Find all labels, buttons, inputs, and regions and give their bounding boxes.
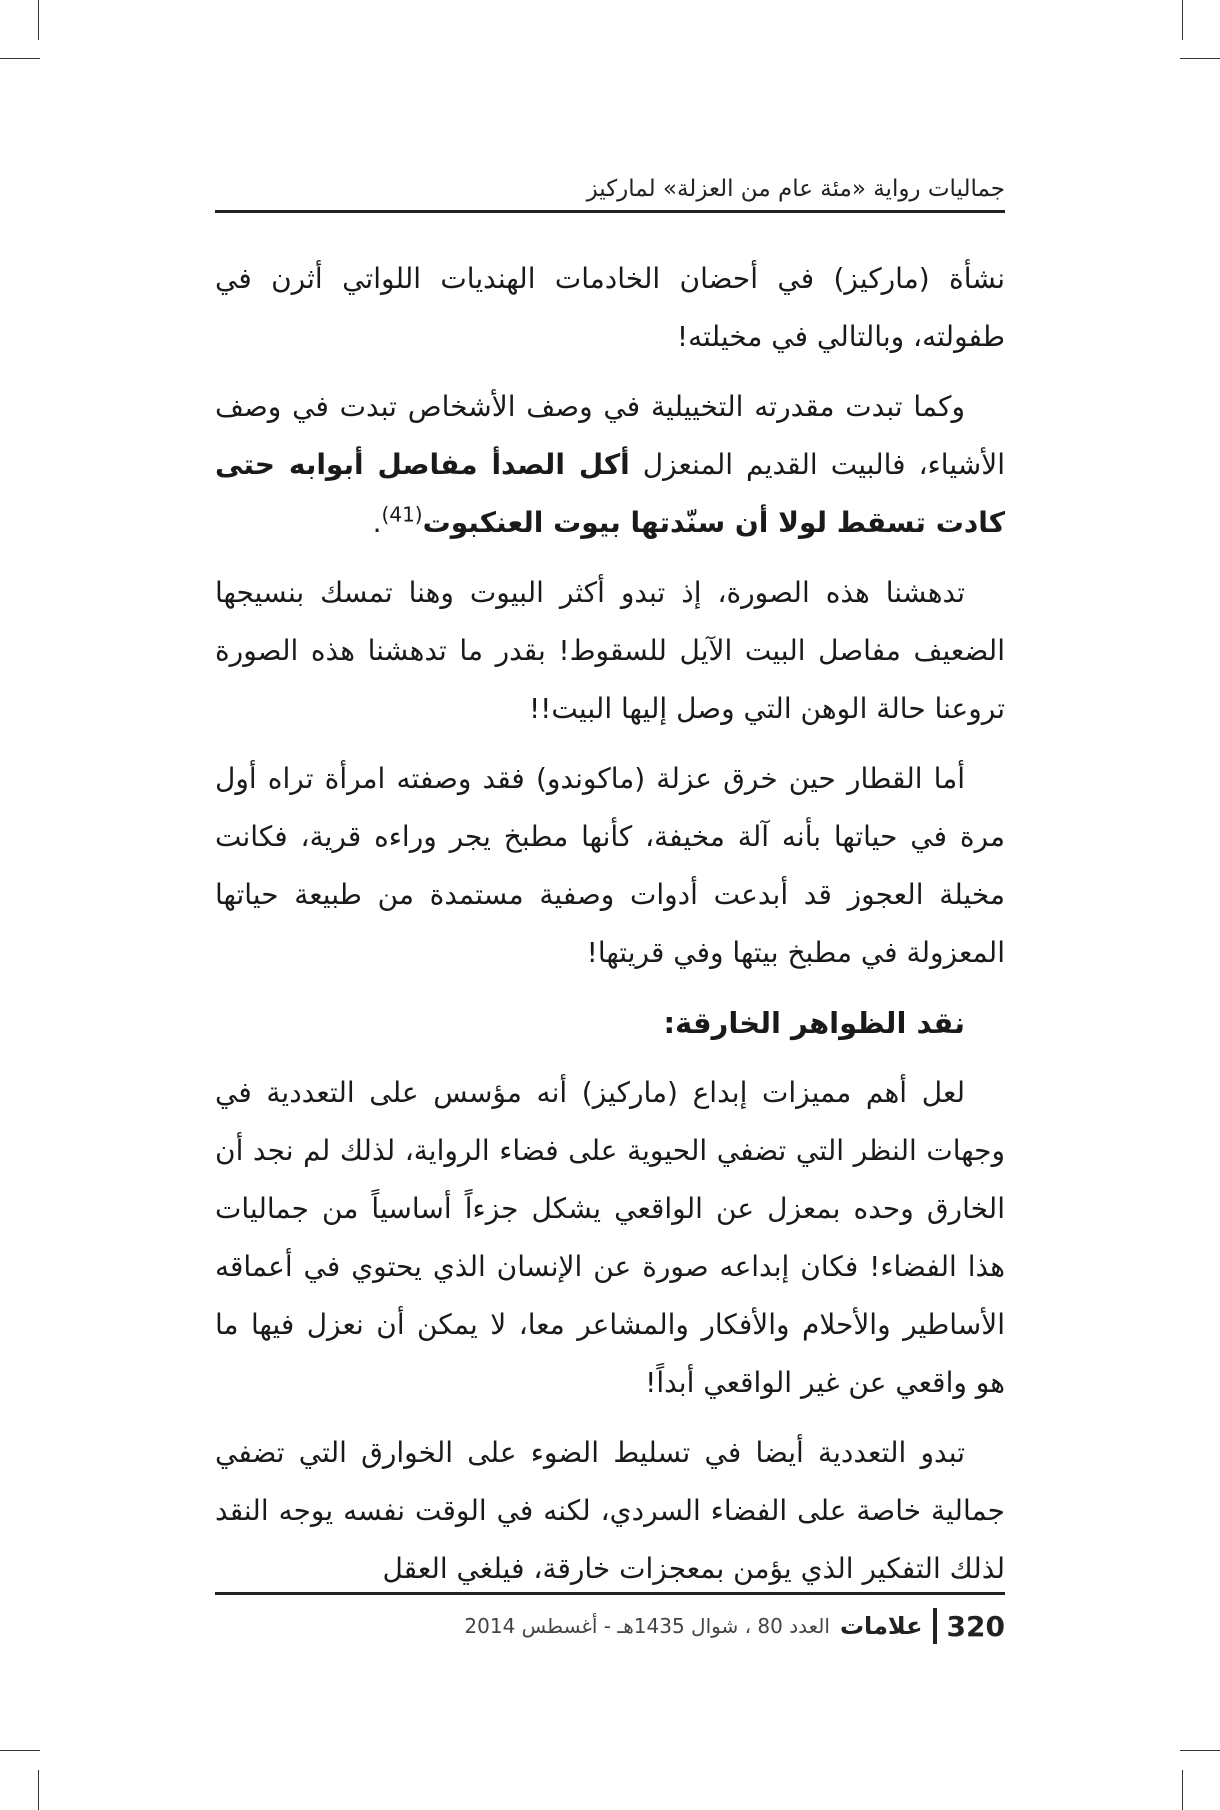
body-text [215, 250, 1005, 1610]
issue-info: العدد 80 ، شوال 1435هـ - أغسطس 2014 [464, 1614, 830, 1638]
section-title: نقد الظواهر الخارقة: [663, 1006, 965, 1040]
crop-mark [1180, 58, 1220, 59]
paragraph-6: تبدو التعددية أيضا في تسليط الضوء على الخوارق التي تضفي جمالية خاصة على الفضاء السردي، لكنه في الوقت نفسه يوجه النقد لذلك التفكير الذي يؤمن بمعجزات خارقة، فيلغي العقل [215, 1436, 1005, 1585]
crop-mark [1180, 1750, 1220, 1751]
crop-mark [1182, 0, 1183, 40]
crop-mark [0, 1750, 40, 1751]
paragraph-1: نشأة (ماركيز) في أحضان الخادمات الهنديات اللواتي أثرن في طفولته، وبالتالي في مخيلته! [215, 262, 1005, 353]
paragraph-2-end: . [372, 506, 382, 539]
crop-mark [1182, 1770, 1183, 1810]
page-number: 320 [946, 1609, 1005, 1643]
paragraph-3: تدهشنا هذه الصورة، إذ تبدو أكثر البيوت وهنا تمسك بنسيجها الضعيف مفاصل البيت الآيل للسقوط! بقدر ما تدهشنا هذه الصورة تروعنا حالة الوهن التي وصل إليها البيت!! [215, 576, 1005, 725]
paragraph-4: أما القطار حين خرق عزلة (ماكوندو) فقد وصفته امرأة تراه أول مرة في حياتها بأنه آلة مخيفة، كأنها مطبخ يجر وراءه قرية، فكانت مخيلة العجوز قد أبدعت أدوات وصفية مستمدة من طبيعة حياتها المعزولة في مطبخ بيتها وفي قريتها! [215, 762, 1005, 969]
footer-rule [215, 1592, 1005, 1595]
paragraph-2-quote: أكل الصدأ مفاصل أبوابه حتى كادت تسقط لولا أن سنّدتها بيوت العنكبوت [215, 448, 1005, 539]
header-rule [215, 210, 1005, 213]
crop-mark [38, 0, 39, 40]
paragraph-2-start: وكما تبدت مقدرته التخييلية في وصف الأشخاص تبدت في وصف الأشياء، فالبيت القديم المنعزل [215, 390, 1005, 481]
crop-mark [38, 1770, 39, 1810]
paragraph-2 [215, 378, 1005, 552]
crop-mark [0, 58, 40, 59]
running-head: جماليات رواية «مئة عام من العزلة» لماركيز [586, 176, 1005, 202]
footnote-reference: (41) [381, 502, 423, 527]
footer-divider [933, 1608, 937, 1644]
paragraph-5: لعل أهم مميزات إبداع (ماركيز) أنه مؤسس على التعددية في وجهات النظر التي تضفي الحيوية على فضاء الرواية، لذلك لم نجد أن الخارق وحده بمعزل عن الواقعي يشكل جزءاً أساسياً من جماليات هذا الفضاء! فكان إبداعه صورة عن الإنسان الذي يحتوي في أعماقه الأساطير والأحلام والأفكار والمشاعر معا، لا يمكن أن نعزل فيها ما هو واقعي عن غير الواقعي أبداً! [215, 1076, 1005, 1399]
journal-name: علامات [839, 1612, 923, 1640]
footer [215, 1606, 1005, 1646]
